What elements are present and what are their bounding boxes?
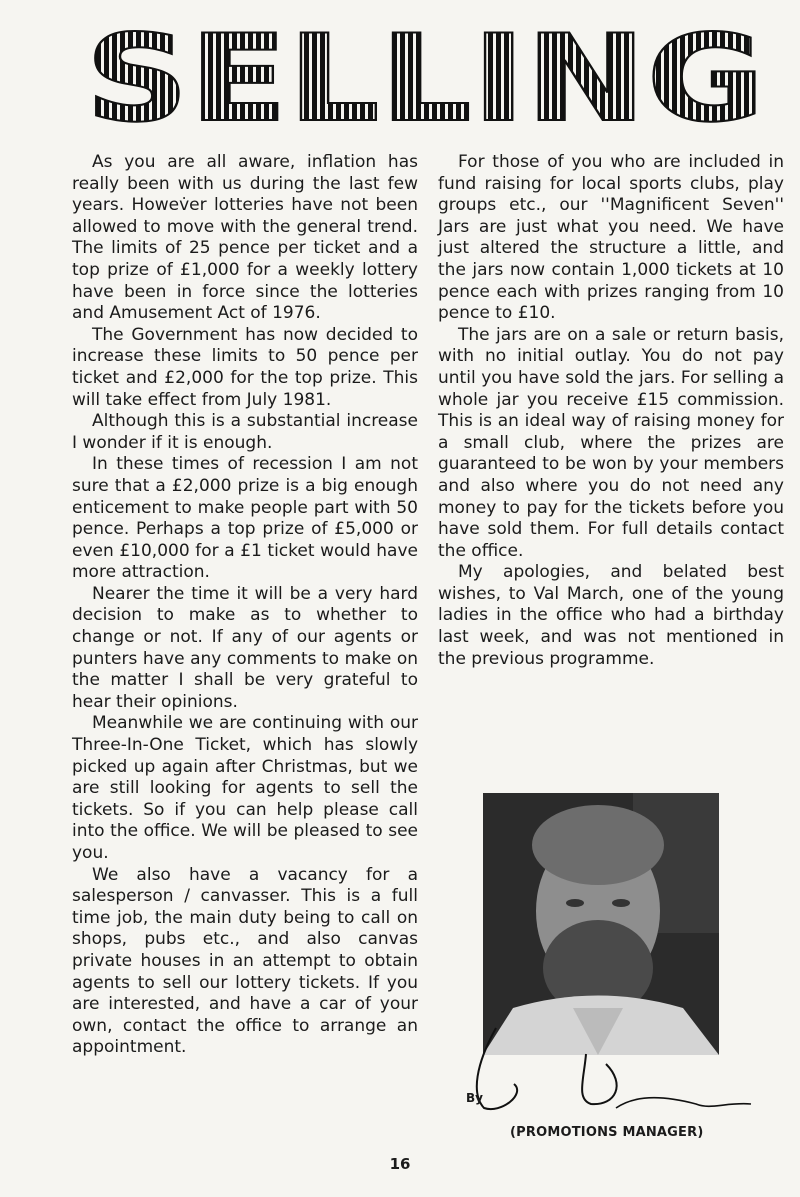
paragraph: Although this is a substantial increase I wonder if it is enough. xyxy=(72,411,418,453)
portrait-image xyxy=(483,793,719,1055)
paragraph: In these times of recession I am not sure that a £2,000 prize is a big enough enticement to make people part with 50 pence. Perhaps a top prize of £5,000 or even £10,000 for a £1 ticket would have more attraction. xyxy=(72,454,418,583)
paragraph: We also have a vacancy for a salesperson / canvasser. This is a full time job, the main duty being to call on shops, pubs etc., and also canvas private houses in an attempt to obtain agents to sell our lottery tickets. If you are interested, and have a car of your own, contact the office to arrange an appointment. xyxy=(72,864,418,1058)
left-column xyxy=(72,152,418,1059)
signature xyxy=(466,1024,766,1120)
paragraph: Nearer the time it will be a very hard decision to make as to whether to change or not. If any of our agents or punters have any comments to make on the matter I shall be very grateful to hear their opinions. xyxy=(72,583,418,712)
paragraph: As you are all aware, inflation has really been with us during the last few years. Howev̇er lotteries have not been allowed to move with the general trend. The limits of 25 pence per ticket and a top prize of £1,000 for a weekly lottery have been in force since the lotteries and Amusement Act of 1976. xyxy=(72,152,418,324)
paragraph: The Government has now decided to increase these limits to 50 pence per ticket and £2,000 for the top prize. This will take effect from July 1981. xyxy=(72,324,418,410)
page-number: 16 xyxy=(389,1155,411,1173)
title-text: SELLING xyxy=(85,20,765,130)
paragraph: The jars are on a sale or return basis, with no initial outlay. You do not pay until you have sold the jars. For selling a whole jar you receive £15 commission. This is an ideal way of raising money for a small club, where the prizes are guaranteed to be won by your members and also where you do not need any money to pay for the tickets before you have sold them. For full details contact the office. xyxy=(438,324,784,561)
author-role: (PROMOTIONS MANAGER) xyxy=(510,1125,704,1140)
page-title xyxy=(80,20,770,130)
author-photo xyxy=(483,793,719,1055)
paragraph: For those of you who are included in fund raising for local sports clubs, play groups etc., our ''Magnificent Seven'' Jars are just what you need. We have just altered the structure a little, and the jars now contain 1,000 tickets at 10 pence each with prizes ranging from 10 pence to £10. xyxy=(438,152,784,324)
byline-label: By xyxy=(466,1091,483,1105)
right-column xyxy=(438,152,784,670)
paragraph: My apologies, and belated best wishes, to Val March, one of the young ladies in the office who had a birthday last week, and was not mentioned in the previous programme. xyxy=(438,562,784,669)
paragraph: Meanwhile we are continuing with our Three-In-One Ticket, which has slowly picked up again after Christmas, but we are still looking for agents to sell the tickets. So if you can help please call into the office. We will be pleased to see you. xyxy=(72,713,418,863)
